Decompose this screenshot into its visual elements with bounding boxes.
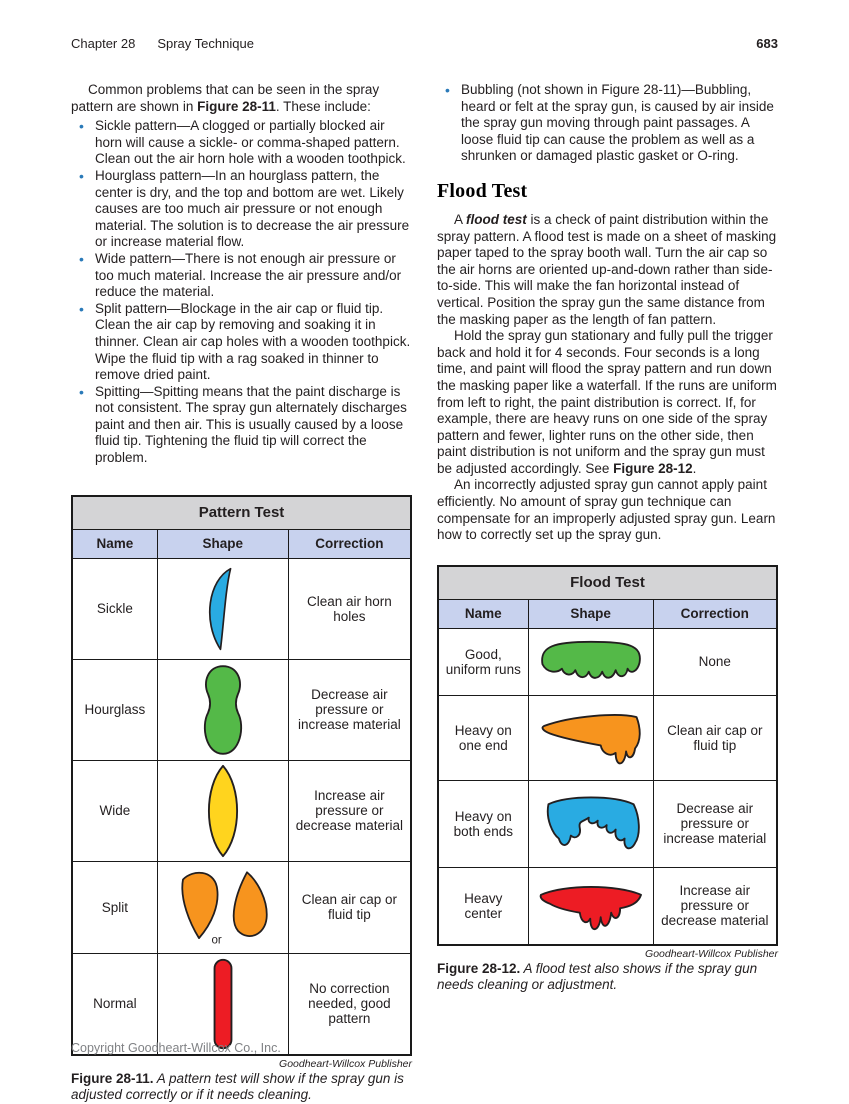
row-correction: Clean air horn holes: [288, 558, 411, 659]
flood-table-header-row: [438, 599, 777, 628]
row-name: Heavy center: [438, 867, 528, 945]
hourglass-shape-icon: [195, 663, 251, 757]
caption-text: A pattern test will show if the spray gun is adjusted correctly or if it needs cleaning.: [71, 1070, 404, 1103]
footer-copyright: Copyright Goodheart-Willcox Co., Inc.: [71, 1041, 281, 1055]
caption-text: A flood test also shows if the spray gun needs cleaning or adjustment.: [437, 960, 758, 993]
row-name: Heavy on one end: [438, 695, 528, 780]
chapter-label: Chapter 28: [71, 36, 136, 51]
split-shape-icon: [164, 867, 282, 947]
intro-paragraph: [71, 82, 412, 115]
table-row-hourglass: [72, 659, 411, 760]
column-header-shape: Shape: [528, 599, 653, 628]
flood-table-title: Flood Test: [438, 566, 777, 600]
bullet-bubbling: • Bubbling (not shown in Figure 28-11)—Bubbling, heard or felt at the spray gun, is caused by air inside the spray gun moving through paint passages. A loose fluid tip can cause the problem as well as a shrunken or damaged plastic gasket or O-ring.: [437, 82, 778, 165]
bullet-hourglass-pattern: • Hourglass pattern—In an hourglass pattern, the center is dry, and the top and bottom are wet. Likely causes are too much air pressure or not enough material. The solution is to decrease the air pressure or increase material flow.: [71, 168, 412, 251]
bullet-wide-pattern: • Wide pattern—There is not enough air pressure or too much material. Increase the air pressure and/or reduce the material.: [71, 251, 412, 301]
or-label: or: [211, 934, 222, 947]
p2-post: .: [692, 460, 697, 476]
table-row-sickle: [72, 558, 411, 659]
row-correction: Clean air cap or fluid tip: [288, 861, 411, 953]
wide-shape-icon: [198, 764, 248, 858]
column-header-name: Name: [438, 599, 528, 628]
row-name: Normal: [72, 953, 157, 1055]
row-correction: None: [653, 628, 777, 695]
p1-post: is a check of paint distribution within the spray pattern. A flood test is made on a sheet of masking paper taped to the spray booth wall. Turn the air cap so the air horns are oriented up-and-down rather than side-to-side. This will make the fan horizontal instead of vertical. Position the spray gun the same distance from the masking paper as the length of fan pattern.: [437, 211, 777, 327]
figure-28-11-credit: Goodheart-Willcox Publisher: [279, 1057, 412, 1070]
row-name: Wide: [72, 760, 157, 861]
intro-text: Common problems that can be seen in the spray pattern are shown in: [71, 82, 380, 114]
pattern-table-title: Pattern Test: [72, 496, 411, 530]
table-row-normal: [72, 953, 411, 1055]
table-row-wide: [72, 760, 411, 861]
bullet-spitting: • Spitting—Spitting means that the paint discharge is not consistent. The spray gun alternately discharges paint and then air. This is usually caused by a loose fluid tip. Tightening the fluid tip will correct the problem.: [71, 384, 412, 467]
row-name: Hourglass: [72, 659, 157, 760]
bullet-sickle-pattern: • Sickle pattern—A clogged or partially blocked air horn will cause a sickle- or comma-shaped pattern. Clean out the air horn hole with a wooden toothpick.: [71, 118, 412, 168]
table-row-heavy-one-end: [438, 695, 777, 780]
figure-28-12-reference: Figure 28-12: [613, 460, 693, 476]
flood-paragraph-3: An incorrectly adjusted spray gun cannot apply paint efficiently. No amount of spray gun technique can compensate for an improperly adjusted spray gun. Learn how to correctly set up the spray gun.: [437, 477, 776, 543]
row-name: Sickle: [72, 558, 157, 659]
pattern-table-header-row: [72, 529, 411, 558]
running-head: [71, 36, 276, 51]
bullet-split-pattern: • Split pattern—Blockage in the air cap or fluid tip. Clean the air cap by removing and soaking it in thinner. Clean air cap holes with a wooden toothpick. Wipe the fluid tip with a rag soaked in thinner to remove dried paint.: [71, 301, 412, 384]
figure-28-11-caption: [71, 1071, 412, 1104]
column-header-correction: Correction: [653, 599, 777, 628]
heavy-on-both-ends-shape-icon: [535, 791, 647, 857]
row-correction: No correction needed, good pattern: [288, 953, 411, 1055]
row-correction: Decrease air pressure or increase material: [288, 659, 411, 760]
table-row-split: [72, 861, 411, 953]
p1-pre: A: [454, 211, 467, 227]
figure-28-12-credit: Goodheart-Willcox Publisher: [645, 947, 778, 960]
heavy-center-shape-icon: [535, 878, 647, 934]
row-correction: Decrease air pressure or increase material: [653, 780, 777, 867]
figure-28-11-reference: Figure 28-11: [197, 98, 276, 114]
intro-text-end: . These include:: [275, 98, 371, 114]
caption-label: Figure 28-11.: [71, 1070, 154, 1086]
page-header: [71, 36, 778, 51]
flood-paragraph-1: [437, 212, 778, 328]
row-correction: Increase air pressure or decrease material: [288, 760, 411, 861]
problem-bullet-list: [71, 118, 412, 466]
bubbling-bullet-list: [437, 82, 778, 165]
table-row-heavy-both-ends: [438, 780, 777, 867]
column-header-shape: Shape: [157, 529, 288, 558]
left-column: [71, 82, 412, 1104]
table-row-heavy-center: [438, 867, 777, 945]
table-row-good-uniform: [438, 628, 777, 695]
flood-test-term: flood test: [466, 211, 527, 227]
flood-test-table: [437, 565, 778, 946]
flood-paragraph-2: [437, 328, 778, 477]
pattern-test-table: [71, 495, 412, 1056]
row-name: Good, uniform runs: [438, 628, 528, 695]
right-column: [437, 82, 778, 994]
good-uniform-runs-shape-icon: [535, 635, 647, 689]
normal-shape-icon: [208, 957, 238, 1051]
flood-test-heading: Flood Test: [437, 179, 528, 202]
caption-label: Figure 28-12.: [437, 960, 521, 976]
row-correction: Clean air cap or fluid tip: [653, 695, 777, 780]
sickle-shape-icon: [202, 562, 244, 656]
section-label: Spray Technique: [157, 36, 254, 51]
row-name: Split: [72, 861, 157, 953]
row-correction: Increase air pressure or decrease material: [653, 867, 777, 945]
page-number: 683: [756, 36, 778, 51]
column-header-correction: Correction: [288, 529, 411, 558]
p2-pre: Hold the spray gun stationary and fully pull the trigger back and hold it for 4 seconds. Four seconds is a long time, and paint will flood the spray pattern and run down the masking paper like a waterfall. If the runs are uniform from left to right, the paint distribution is correct. If, for example, there are heavy runs on one side of the spray pattern and fewer, lighter runs on the other side, then paint distribution is not uniform and the spray gun must be adjusted accordingly. See: [437, 328, 777, 476]
row-name: Heavy on both ends: [438, 780, 528, 867]
figure-28-12-caption: [437, 961, 778, 994]
heavy-on-one-end-shape-icon: [535, 707, 647, 769]
column-header-name: Name: [72, 529, 157, 558]
